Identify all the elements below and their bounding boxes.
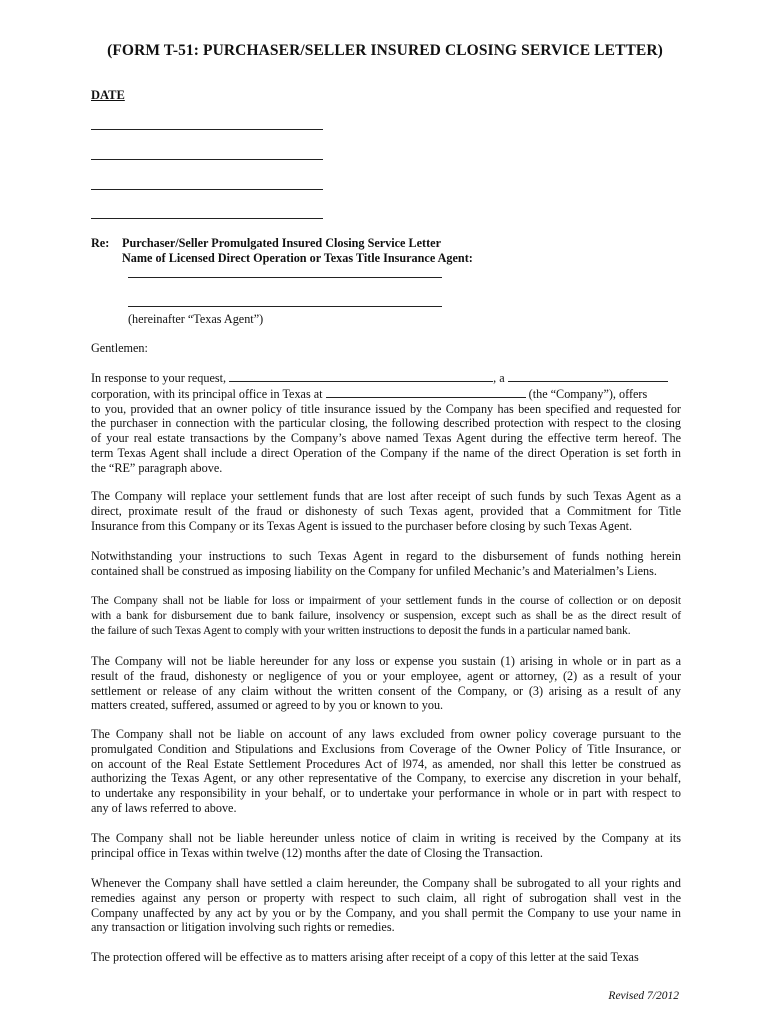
- requester-blank[interactable]: [229, 370, 493, 382]
- paragraph-line: The Company will not be liable hereunder for any loss or expense you sustain (1) arising in whole or in part as a: [91, 654, 681, 668]
- paragraph-request: [91, 370, 681, 476]
- paragraph-line: direct, proximate result of the fraud or dishonesty of such Texas agent, provided that a Commitment for Title: [91, 503, 681, 518]
- re-subject: Purchaser/Seller Promulgated Insured Closing Service Letter: [122, 236, 441, 250]
- paragraph-line: The Company shall not be liable for loss or impairment of your settlement funds in the course of collection or on deposit: [91, 594, 681, 607]
- paragraph-line: promulgated Condition and Stipulations and Exclusions from Coverage of the Owner Policy of Title Insurance, or: [91, 741, 681, 756]
- paragraph-line: contained shall be construed as imposing liability on the Company for unfiled Mechanic’s and Materialmen’s Liens.: [91, 563, 657, 578]
- address-line-4[interactable]: [91, 218, 323, 219]
- address-line-2[interactable]: [91, 159, 323, 160]
- address-line-3[interactable]: [91, 189, 323, 190]
- paragraph-line: Whenever the Company shall have settled a claim hereunder, the Company shall be subrogated to all your rights and: [91, 876, 681, 890]
- office-address-blank[interactable]: [326, 386, 526, 398]
- paragraph-line: The Company will replace your settlement funds that are lost after receipt of such funds by such Texas Agent as a: [91, 489, 681, 503]
- paragraph-line: settlement or release of any claim without the written consent of the Company, or (3) arising as a result of any: [91, 683, 681, 698]
- company-offers-text: (the “Company”), offers: [528, 386, 648, 401]
- paragraph-line: Insurance from this Company or its Texas Agent is issued to the purchaser before closing by such Texas Agent.: [91, 518, 633, 533]
- paragraph-line: matters created, suffered, assumed or agreed to by you or known to you.: [91, 698, 444, 713]
- paragraph-line: the “RE” paragraph above.: [91, 460, 223, 475]
- form-title: (FORM T-51: PURCHASER/SELLER INSURED CLOSING SERVICE LETTER): [107, 42, 663, 59]
- address-line-1[interactable]: [91, 129, 323, 130]
- paragraph-line: the purchaser in connection with the particular closing, the following described protection with respect to the closing: [91, 416, 681, 431]
- agent-name-line-1[interactable]: [128, 277, 442, 278]
- paragraph-line: term Texas Agent shall include a direct Operation of the Company if the name of the direct Operation is set forth in: [91, 445, 681, 460]
- paragraph-line: principal office in Texas within twelve (12) months after the date of Closing the Transaction.: [91, 845, 543, 860]
- paragraph-line: remedies against any person or property with respect to such claim, all right of subrogation shall vest in the: [91, 890, 681, 905]
- hereinafter-text: (hereinafter “Texas Agent”): [128, 312, 264, 326]
- paragraph-line: Notwithstanding your instructions to such Texas Agent in regard to the disbursement of funds nothing herein: [91, 549, 681, 563]
- paragraph-line: any of laws referred to above.: [91, 800, 237, 815]
- agent-name-line-2[interactable]: [128, 306, 442, 307]
- paragraph-line: of your real estate transactions by the Company’s above named Texas Agent during the effective term hereof. The: [91, 431, 681, 446]
- paragraph-line: authorizing the Texas Agent, or any other representative of the Company, to exercise any discretion in your behalf,: [91, 771, 681, 786]
- paragraph-line: The Company shall not be liable on account of any laws excluded from owner policy coverage pursuant to the: [91, 727, 681, 741]
- paragraph-line: result of the fraud, dishonesty or negligence of you or your employee, agent or attorney, (2) as a result of your: [91, 668, 681, 683]
- paragraph-line: The Company shall not be liable hereunder unless notice of claim in writing is received by the Company at its: [91, 831, 681, 845]
- salutation: Gentlemen:: [91, 341, 148, 355]
- re-agent-name-label: Name of Licensed Direct Operation or Texas Title Insurance Agent:: [122, 251, 473, 265]
- paragraph-line: to undertake any responsibility in your behalf, or to undertake your performance in whole or in part with respect to: [91, 786, 681, 801]
- paragraph-line: the failure of such Texas Agent to comply with your written instructions to deposit the funds in a particular named bank.: [91, 623, 631, 637]
- paragraph-line: to you, provided that an owner policy of title insurance issued by the Company has been specified and requested for: [91, 401, 681, 416]
- re-label: Re:: [91, 236, 110, 250]
- paragraph-notice-of-claim: [91, 831, 681, 861]
- paragraph-notwithstanding: [91, 549, 681, 579]
- paragraph-line: on account of the Real Estate Settlement Procedures Act of l974, as amended, nor shall this letter be construed as: [91, 756, 681, 771]
- paragraph-line: with a bank for disbursement due to bank failure, insolvency or suspension, except such as shall be as the direct result of: [91, 608, 681, 622]
- revision-date: Revised 7/2012: [608, 990, 679, 1002]
- principal-office-text: corporation, with its principal office in Texas at: [91, 386, 323, 401]
- paragraph-subrogation: [91, 876, 681, 935]
- corp-a-text: , a: [493, 371, 505, 385]
- paragraph-bank-failure: [91, 594, 681, 638]
- paragraph-line: The protection offered will be effective as to matters arising after receipt of a copy of this letter at the said Texas: [91, 950, 639, 964]
- corporation-state-blank[interactable]: [508, 370, 668, 382]
- paragraph-laws-excluded: [91, 727, 681, 816]
- paragraph-replace-funds: [91, 489, 681, 533]
- paragraph-protection-effective: [91, 950, 681, 965]
- date-label: DATE: [91, 88, 125, 102]
- paragraph-line: Company unaffected by any act by you or by the Company, and you shall permit the Company to use your name in: [91, 905, 681, 920]
- paragraph-liability-exclusions: [91, 654, 681, 713]
- paragraph-line: any transaction or litigation involving such rights or remedies.: [91, 920, 395, 935]
- request-text: In response to your request,: [91, 371, 227, 385]
